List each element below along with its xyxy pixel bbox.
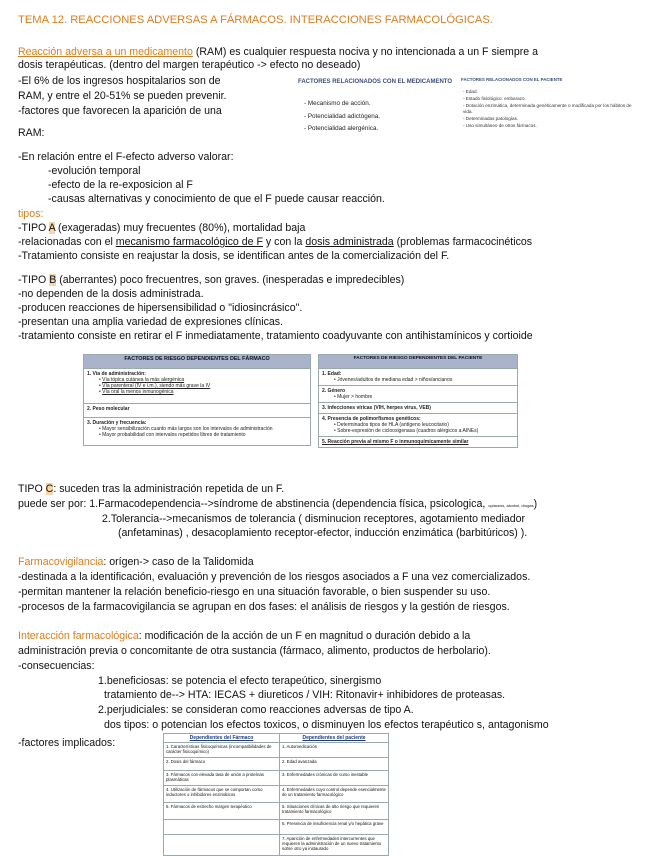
interaccion-line-2: administración previa o concomitante de otra sustancia (fármaco, alimento, productos de herbolario).: [18, 645, 491, 657]
implicated-drug-header: Dependientes del Fármaco: [164, 734, 280, 743]
implicated-patient-cell: 1. Automedicación: [280, 743, 389, 758]
implicated-drug-cell: 1. Características fisicoquímicas (incompatibilidades de carácter fisicoquímico): [164, 743, 280, 758]
patient-risk-table: [318, 354, 518, 448]
ram-stat-line-2: RAM, y entre el 20-51% se pueden prevenir.: [18, 90, 227, 102]
farmacovigilancia-item: -destinada a la identificación, evaluación y prevención de los riesgos asociados a F una vez comercializados.: [18, 571, 531, 583]
ram-definition-line-1: Reacción adversa a un medicamento (RAM) es cualquier respuesta nociva y no intencionada a un F siempre a: [18, 46, 538, 58]
implicated-patient-cell: 7. Aparición de enfermedades intercurrentes que requieren la administración de un nuevo tratamiento sobre otro ya instaurado: [280, 835, 389, 856]
relation-item: -evolución temporal: [48, 165, 141, 177]
implicated-patient-header: Dependientes del paciente: [280, 734, 389, 743]
interaccion-harmful-types: dos tipos: o potencian los efectos toxicos, o disminuyen los efectos terapéutico s, antagonismo: [104, 719, 549, 731]
table-row: [164, 803, 389, 820]
factors-figure: [298, 74, 643, 152]
tipo-a-treatment: -Tratamiento consiste en reajustar la dosis, se identifican antes de la comercialización del F.: [18, 250, 450, 262]
table-row: [164, 786, 389, 803]
interaccion-harmful: 2.perjudiciales: se consideran como reacciones adversas de tipo A.: [98, 704, 414, 716]
tipo-b-treatment: -tratamiento consiste en retirar el F inmediatamente, tratamiento coadyuvante con antihistamínicos y cortioide: [18, 330, 533, 342]
patient-risk-polymorphisms: 4. Presencia de polimorfismos genéticos: • Determinados tipos de HLA (antígeno leucocitario) • Sobre-expresión de ciclooxigenasa (cuadros alérgicos a AINEs): [319, 414, 518, 437]
relation-intro: -En relación entre el F-efecto adverso valorar:: [18, 151, 234, 163]
interaccion-beneficial-example: tratamiento de--> HTA: IECAS + diureticos / VIH: Ritonavir+ inhibidores de proteasas.: [104, 689, 506, 701]
tipo-b-item: -producen reacciones de hipersensibilidad o "idiosincrásico".: [18, 302, 303, 314]
table-row: [164, 743, 389, 758]
interaccion-line: Interacción farmacológica: modificación de la acción de un F en magnitud o duración debido a la: [18, 630, 471, 642]
ram-factors-intro-end: RAM:: [18, 127, 45, 139]
ram-definition-line-2: dosis terapéuticas. (dentro del margen terapéutico -> efecto no deseado): [18, 59, 361, 71]
implicated-drug-cell: [164, 835, 280, 856]
ram-stat-line-1: -El 6% de los ingresos hospitalarios son de: [18, 75, 221, 87]
patient-risk-previous: 5. Reacción previa al mismo F o inmunoquímicamente similar: [319, 437, 518, 448]
implicated-patient-cell: 4. Enfermedades cuyo control depende esencialmente de un tratamiento farmacológico: [280, 786, 389, 803]
table-row: [164, 758, 389, 771]
table-row: [164, 771, 389, 786]
farmacovigilancia-item: -procesos de la farmacovigilancia se agrupan en dos fases: el análisis de riesgos y la gestión de riesgos.: [18, 601, 510, 613]
implicated-patient-cell: 6. Presencia de insuficiencia renal y/o hepática grave: [280, 820, 389, 835]
tipo-b-line: -TIPO B (aberrantes) poco frecuentres, son graves. (inesperadas e impredecibles): [18, 274, 405, 286]
drug-risk-route: 1. Vía de administración: • Vía tópica cutánea la más alergénica • Vía parenteral (IV e i.m.), siendo más grave la IV • Vía oral la menos inmunogénica: [84, 369, 311, 404]
drug-risk-weight: 2. Peso molecular: [84, 404, 311, 418]
farmacovigilancia-item: -permitan mantener la relación beneficio-riesgo en una situación favorable, o bien suspender su uso.: [18, 586, 491, 598]
table-row: [164, 835, 389, 856]
relation-item: -efecto de la re-exposicion al F: [48, 179, 193, 191]
implicated-factors-table: [163, 733, 389, 856]
interaccion-factors-label: -factores implicados:: [18, 737, 116, 749]
patient-factors-list: - Edad. - Estado fisiológico: embarazo. - Dotación enzimática, determinada genéticamente o modificada por los hábitos de vida. - Determinadas patologías. - Uso simultáneo de otros fármacos.: [463, 89, 632, 128]
implicated-patient-cell: 5. Situaciones clínicas de alto riesgo que requieren tratamiento farmacológico: [280, 803, 389, 820]
drug-risk-duration: 3. Duración y frecuencia: • Mayor sensibilización cuanto más largos son los intervalos de administración • Mayor probabilidad con intervalos repetidos libres de tratamiento: [84, 418, 311, 446]
medicament-factors-title: FACTORES RELACIONADOS CON EL MEDICAMENTO: [298, 79, 453, 85]
implicated-drug-cell: [164, 820, 280, 835]
relation-item: -causas alternativas y conocimiento de que el F puede causar reacción.: [48, 193, 385, 205]
drug-risk-header: FACTORES DE RIESGO DEPENDIENTES DEL FÁRMACO: [84, 355, 311, 369]
tipos-label: tipos:: [18, 208, 44, 220]
patient-risk-infections: 3. Infecciones víricas (VIH, herpes virus, VEB): [319, 403, 518, 414]
implicated-patient-cell: 3. Enfermedades crónicas de curso inestable: [280, 771, 389, 786]
table-row: [164, 820, 389, 835]
tipo-b-item: -no dependen de la dosis administrada.: [18, 288, 204, 300]
tipo-b-item: -presentan una amplia variedad de expresiones clínicas.: [18, 316, 283, 328]
interaccion-consequences: -consecuencias:: [18, 660, 95, 672]
patient-risk-gender: 2. Género • Mujer > hombre: [319, 386, 518, 403]
implicated-drug-cell: 3. Fármacos con elevada tasa de unión a proteínas plasmáticas: [164, 771, 280, 786]
implicated-drug-cell: 4. Utilización de fármacos que se comportan como inductores o inhibidores enzimáticos: [164, 786, 280, 803]
tipo-a-relation: -relacionadas con el mecanismo farmacológico de F y con la dosis administrada (problemas farmacocinéticos: [18, 236, 533, 248]
medicament-factors-list: - Mecanismo de acción. - Potencialidad adictógena. - Potencialidad alergénica.: [304, 100, 380, 132]
implicated-patient-cell: 2. Edad avanzada: [280, 758, 389, 771]
patient-risk-age: 1. Edad: • Jóvenes/adultos de mediana edad > niños/ancianos: [319, 369, 518, 386]
implicated-drug-cell: 5. Fármacos de estrecho margen terapéutico: [164, 803, 280, 820]
patient-risk-header: FACTORES DE RIESGO DEPENDIENTES DEL PACIENTE: [319, 355, 518, 369]
tipo-c-dependence: puede ser por: 1.Farmacodependencia-->síndrome de abstinencia (dependencia física, psicologica, opiaceos, alcohol, drogas): [18, 498, 538, 510]
ram-term: Reacción adversa a un medicamento: [18, 46, 193, 58]
tipo-a-line: -TIPO A (exageradas) muy frecuentes (80%), mortalidad baja: [18, 222, 306, 234]
tipo-c-tolerance: 2.Tolerancia-->mecanismos de tolerancia ( disminucion receptores, agotamiento mediador: [102, 513, 526, 525]
page-title: TEMA 12. REACCIONES ADVERSAS A FÁRMACOS. INTERACCIONES FARMACOLÓGICAS.: [18, 14, 493, 26]
interaccion-beneficial: 1.beneficiosas: se potencia el efecto terapeútico, sinergismo: [98, 675, 382, 687]
tipo-c-tolerance-cont: (anfetaminas) , desacoplamiento receptor-efector, inducción enzimática (barbitúricos) ).: [118, 527, 528, 539]
patient-factors-title: FACTORES RELACIONADOS CON EL PACIENTE: [461, 77, 563, 82]
ram-factors-intro: -factores que favorecen la aparición de una: [18, 105, 222, 117]
farmacovigilancia-line: Farmacovigilancia: orígen-> caso de la Talidomida: [18, 556, 254, 568]
drug-risk-table: [83, 354, 311, 446]
implicated-drug-cell: 2. Dosis del fármaco: [164, 758, 280, 771]
tipo-c-line: TIPO C: suceden tras la administración repetida de un F.: [18, 483, 285, 495]
